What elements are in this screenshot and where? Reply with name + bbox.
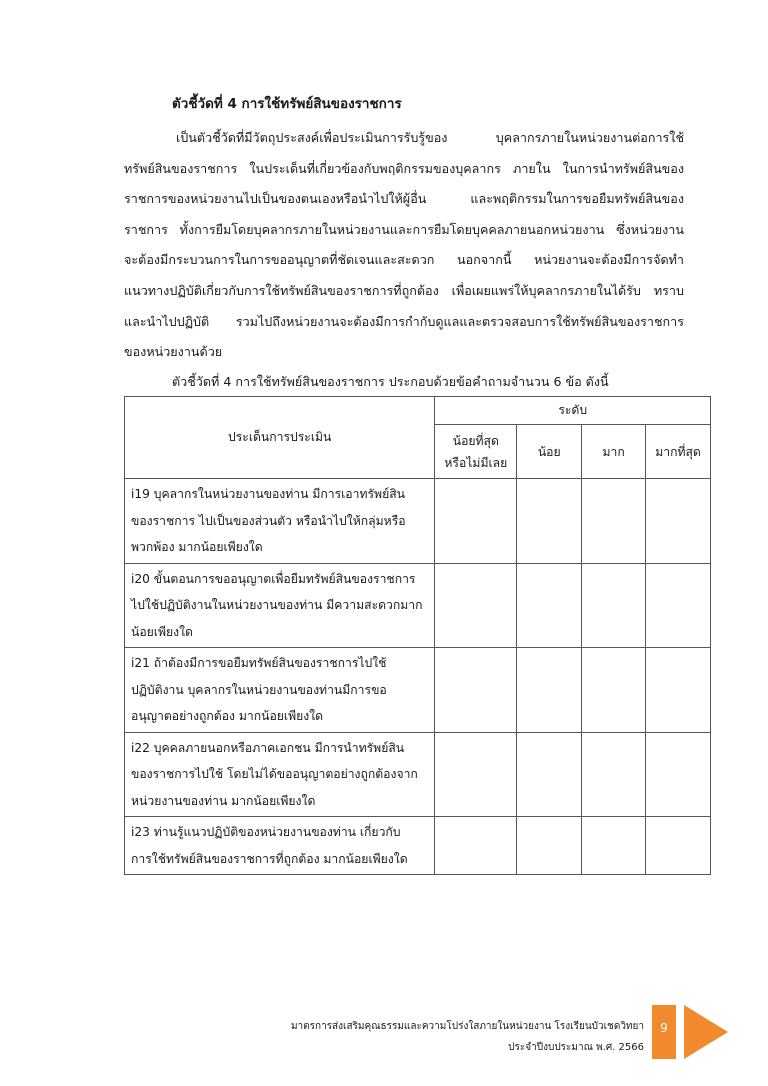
rating-cell[interactable] xyxy=(582,563,646,648)
rating-cell[interactable] xyxy=(582,817,646,875)
header-level-least-line2: หรือไม่มีเลย xyxy=(444,455,508,470)
rating-cell[interactable] xyxy=(646,479,711,564)
table-row xyxy=(125,817,711,875)
table-row xyxy=(125,648,711,733)
header-level-low: น้อย xyxy=(517,425,582,479)
paragraph-line: ทรัพย์สินของราชการ ในประเด็นที่เกี่ยวข้องกับพฤติกรรมของบุคลากร ภายใน ในการนำทรัพย์สินของ xyxy=(124,160,684,176)
question-cell-i20: i20 ขั้นตอนการขออนุญาตเพื่อยืมทรัพย์สินของราชการ ไปใช้ปฏิบัติงานในหน่วยงานของท่าน มีความสะดวกมาก น้อยเพียงใด xyxy=(125,563,435,648)
rating-cell[interactable] xyxy=(435,563,517,648)
question-cell-i22: i22 บุคคลภายนอกหรือภาคเอกชน มีการนำทรัพย์สิน ของราชการไปใช้ โดยไม่ได้ขออนุญาตอย่างถูกต้องจาก หน่วยงานของท่าน มากน้อยเพียงใด xyxy=(125,732,435,817)
evaluation-table xyxy=(124,396,711,875)
table-row xyxy=(125,732,711,817)
rating-cell[interactable] xyxy=(582,732,646,817)
rating-cell[interactable] xyxy=(646,817,711,875)
rating-cell[interactable] xyxy=(646,648,711,733)
paragraph-line: ราชการ ทั้งการยืมโดยบุคลากรภายในหน่วยงานและการยืมโดยบุคคลภายนอกหน่วยงาน ซึ่งหน่วยงาน xyxy=(124,221,684,237)
paragraph-line: ของหน่วยงานด้วย xyxy=(124,344,223,360)
table-row xyxy=(125,479,711,564)
rating-cell[interactable] xyxy=(646,563,711,648)
table-intro: ตัวชี้วัดที่ 4 การใช้ทรัพย์สินของราชการ ประกอบด้วยข้อคำถามจำนวน 6 ข้อ ดังนี้ xyxy=(172,374,609,389)
header-level-least-line1: น้อยที่สุด xyxy=(452,433,499,448)
footer-fiscal-year: ประจำปีงบประมาณ พ.ศ. 2566 xyxy=(508,1042,644,1053)
rating-cell[interactable] xyxy=(517,648,582,733)
rating-cell[interactable] xyxy=(582,479,646,564)
question-cell-i21: i21 ถ้าต้องมีการขอยืมทรัพย์สินของราชการไปใช้ ปฏิบัติงาน บุคลากรในหน่วยงานของท่านมีการขอ อนุญาตอย่างถูกต้อง มากน้อยเพียงใด xyxy=(125,648,435,733)
paragraph-line: ราชการของหน่วยงานไปเป็นของตนเองหรือนำไปให้ผู้อื่น และพฤติกรรมในการขอยืมทรัพย์สินของ xyxy=(124,191,684,207)
paragraph-line: และนำไปปฏิบัติ รวมไปถึงหน่วยงานจะต้องมีการกำกับดูแลและตรวจสอบการใช้ทรัพย์สินของราชการ xyxy=(124,313,684,329)
page-number: 9 xyxy=(652,1005,676,1059)
paragraph-line: จะต้องมีกระบวนการในการขออนุญาตที่ชัดเจนและสะดวก นอกจากนี้ หน่วยงานจะต้องมีการจัดทำ xyxy=(124,252,684,268)
table-row xyxy=(125,563,711,648)
paragraph-line: แนวทางปฏิบัติเกี่ยวกับการใช้ทรัพย์สินของราชการที่ถูกต้อง เพื่อเผยแพร่ให้บุคลากรภายในได้รับ ทราบ xyxy=(124,282,684,298)
paragraph-line: เป็นตัวชี้วัดที่มีวัตถุประสงค์เพื่อประเมินการรับรู้ของ บุคลากรภายในหน่วยงานต่อการใช้ xyxy=(176,130,684,145)
rating-cell[interactable] xyxy=(517,563,582,648)
page-arrow-icon xyxy=(684,1005,728,1059)
rating-cell[interactable] xyxy=(517,817,582,875)
description-paragraph xyxy=(124,123,684,368)
header-issue: ประเด็นการประเมิน xyxy=(125,397,435,479)
header-level-least xyxy=(435,425,517,479)
section-heading: ตัวชี้วัดที่ 4 การใช้ทรัพย์สินของราชการ xyxy=(172,96,402,112)
footer-title: มาตรการส่งเสริมคุณธรรมและความโปร่งใสภายในหน่วยงาน โรงเรียนบัวเชดวิทยา xyxy=(290,1021,644,1032)
rating-cell[interactable] xyxy=(517,732,582,817)
rating-cell[interactable] xyxy=(646,732,711,817)
header-level: ระดับ xyxy=(435,397,711,425)
question-cell-i19: i19 บุคลากรในหน่วยงานของท่าน มีการเอาทรัพย์สิน ของราชการ ไปเป็นของส่วนตัว หรือนำไปให้กลุ่มหรือ พวกพ้อง มากน้อยเพียงใด xyxy=(125,479,435,564)
rating-cell[interactable] xyxy=(435,732,517,817)
question-cell-i23: i23 ท่านรู้แนวปฏิบัติของหน่วยงานของท่าน เกี่ยวกับ การใช้ทรัพย์สินของราชการที่ถูกต้อง มากน้อยเพียงใด xyxy=(125,817,435,875)
rating-cell[interactable] xyxy=(582,648,646,733)
rating-cell[interactable] xyxy=(435,817,517,875)
header-level-high: มาก xyxy=(582,425,646,479)
rating-cell[interactable] xyxy=(517,479,582,564)
rating-cell[interactable] xyxy=(435,648,517,733)
header-level-highest: มากที่สุด xyxy=(646,425,711,479)
rating-cell[interactable] xyxy=(435,479,517,564)
